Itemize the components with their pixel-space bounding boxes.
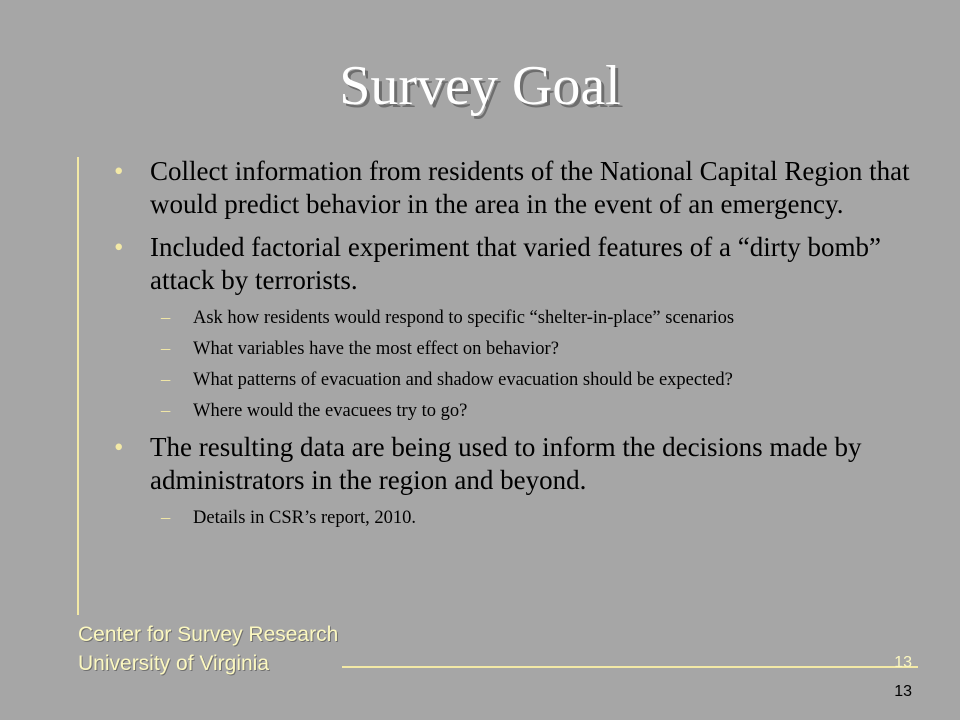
footer-organization bbox=[78, 620, 338, 678]
left-accent-line bbox=[77, 157, 79, 615]
sub-bullet-item bbox=[110, 507, 910, 529]
dash-icon: – bbox=[161, 308, 171, 328]
bullet-icon: • bbox=[114, 156, 124, 186]
sub-bullet-text: Ask how residents would respond to specific “shelter-in-place” scenarios bbox=[193, 308, 735, 328]
footer-line-1: Center for Survey Research bbox=[78, 623, 339, 646]
sub-bullet-text: What patterns of evacuation and shadow evacuation should be expected? bbox=[193, 370, 733, 390]
footer-line-2: University of Virginia bbox=[78, 652, 270, 675]
dash-icon: – bbox=[161, 401, 171, 421]
dash-icon: – bbox=[161, 508, 171, 528]
sub-bullet-item bbox=[110, 338, 910, 360]
slide-title: Survey Goal bbox=[339, 55, 621, 117]
bullet-text: The resulting data are being used to inform the decisions made by administrators in the region and beyond. bbox=[150, 432, 862, 495]
footer-divider bbox=[342, 666, 918, 668]
bullet-item bbox=[110, 231, 910, 297]
bullet-icon: • bbox=[114, 432, 124, 462]
sub-bullet-item bbox=[110, 369, 910, 391]
bullet-item bbox=[110, 155, 910, 221]
bullet-item bbox=[110, 431, 910, 497]
dash-icon: – bbox=[161, 339, 171, 359]
page-number: 13 bbox=[894, 654, 912, 671]
sub-bullet-text: What variables have the most effect on behavior? bbox=[193, 339, 559, 359]
bullet-text: Included factorial experiment that varied features of a “dirty bomb” attack by terrorists. bbox=[150, 232, 881, 295]
slide-body bbox=[110, 155, 910, 538]
sub-bullet-item bbox=[110, 400, 910, 422]
sub-bullet-item bbox=[110, 307, 910, 329]
bullet-text: Collect information from residents of the National Capital Region that would predict behavior in the area in the event of an emergency. bbox=[150, 156, 910, 219]
bullet-icon: • bbox=[114, 232, 124, 262]
sub-bullet-text: Details in CSR’s report, 2010. bbox=[193, 508, 417, 528]
dash-icon: – bbox=[161, 370, 171, 390]
sub-bullet-text: Where would the evacuees try to go? bbox=[193, 401, 468, 421]
slide-number: 13 bbox=[894, 683, 912, 700]
